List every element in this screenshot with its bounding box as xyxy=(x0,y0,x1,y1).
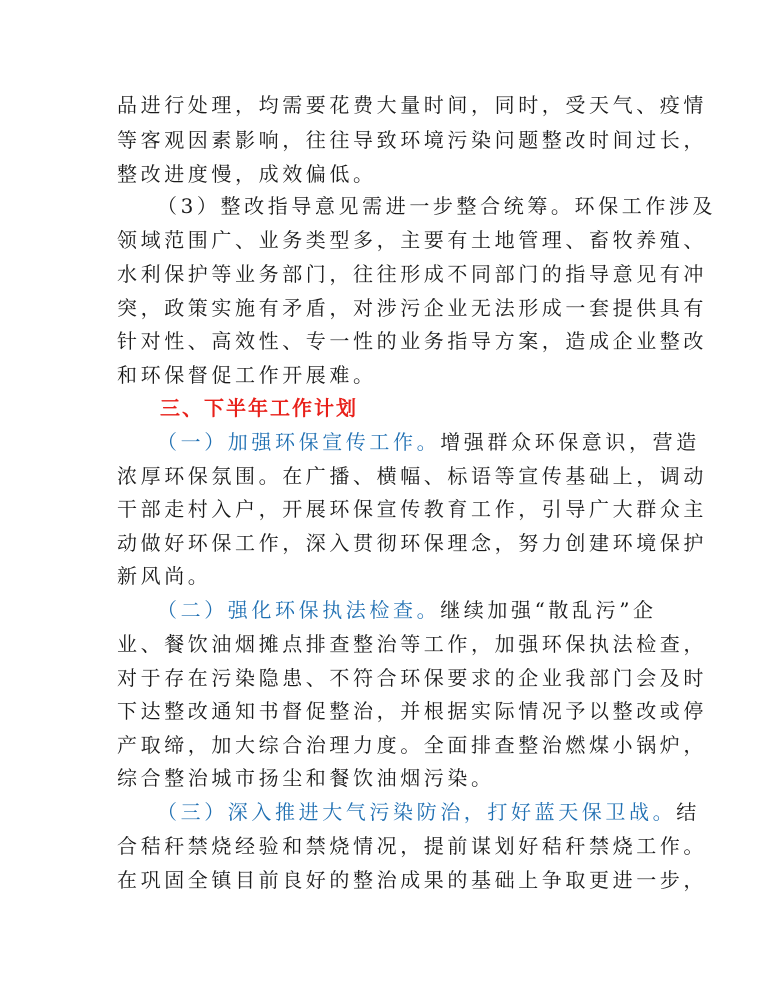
paragraph-line: 业、餐饮油烟摊点排查整治等工作，加强环保执法检查， xyxy=(117,632,707,656)
subsection-1-title: （一）加强环保宣传工作。 xyxy=(157,430,441,454)
paragraph-line: （3）整改指导意见需进一步整合统筹。环保工作涉及 xyxy=(157,194,717,218)
paragraph-line: 品进行处理，均需要花费大量时间，同时，受天气、疫情 xyxy=(117,93,707,117)
subsection-2-title: （二）强化环保执法检查。 xyxy=(157,598,441,622)
subsection-3-title: （三）深入推进大气污染防治，打好蓝天保卫战。 xyxy=(157,800,677,824)
paragraph-line: 针对性、高效性、专一性的业务指导方案，造成企业整改 xyxy=(117,329,707,353)
subsection-1-first-line xyxy=(157,430,700,454)
paragraph-line: 领域范围广、业务类型多，主要有土地管理、畜牧养殖、 xyxy=(117,228,707,252)
paragraph-line: 产取缔，加大综合治理力度。全面排查整治燃煤小锅炉， xyxy=(117,733,707,757)
paragraph-line: 下达整改通知书督促整治，并根据实际情况予以整改或停 xyxy=(117,699,707,723)
paragraph-line: 动做好环保工作，深入贯彻环保理念，努力创建环境保护 xyxy=(117,531,707,555)
paragraph-line: 整改进度慢，成效偏低。 xyxy=(117,162,377,186)
paragraph-line: 突，政策实施有矛盾，对涉污企业无法形成一套提供具有 xyxy=(117,296,707,320)
paragraph-line: 和环保督促工作开展难。 xyxy=(117,363,377,387)
paragraph-line: 综合整治城市扬尘和餐饮油烟污染。 xyxy=(117,766,495,790)
paragraph-line: 等客观因素影响，往往导致环境污染问题整改时间过长， xyxy=(117,128,707,152)
paragraph-line: 新风尚。 xyxy=(117,564,212,588)
paragraph-line: 浓厚环保氛围。在广播、横幅、标语等宣传基础上，调动 xyxy=(117,464,707,488)
subsection-3-text: 结 xyxy=(676,800,700,824)
section-heading: 三、下半年工作计划 xyxy=(160,396,358,420)
paragraph-line: 对于存在污染隐患、不符合环保要求的企业我部门会及时 xyxy=(117,666,707,690)
paragraph-line: 干部走村入户，开展环保宣传教育工作，引导广大群众主 xyxy=(117,497,707,521)
paragraph-line: 水利保护等业务部门，往往形成不同部门的指导意见有冲 xyxy=(117,262,707,286)
subsection-3-first-line xyxy=(157,800,700,824)
subsection-1-text: 增强群众环保意识，营造 xyxy=(440,430,700,454)
paragraph-line: 合秸秆禁烧经验和禁烧情况，提前谋划好秸秆禁烧工作。 xyxy=(117,834,707,858)
paragraph-line: 在巩固全镇目前良好的整治成果的基础上争取更进一步， xyxy=(117,868,707,892)
subsection-2-first-line xyxy=(157,598,657,622)
subsection-2-text: 继续加强“散乱污”企 xyxy=(440,598,657,622)
